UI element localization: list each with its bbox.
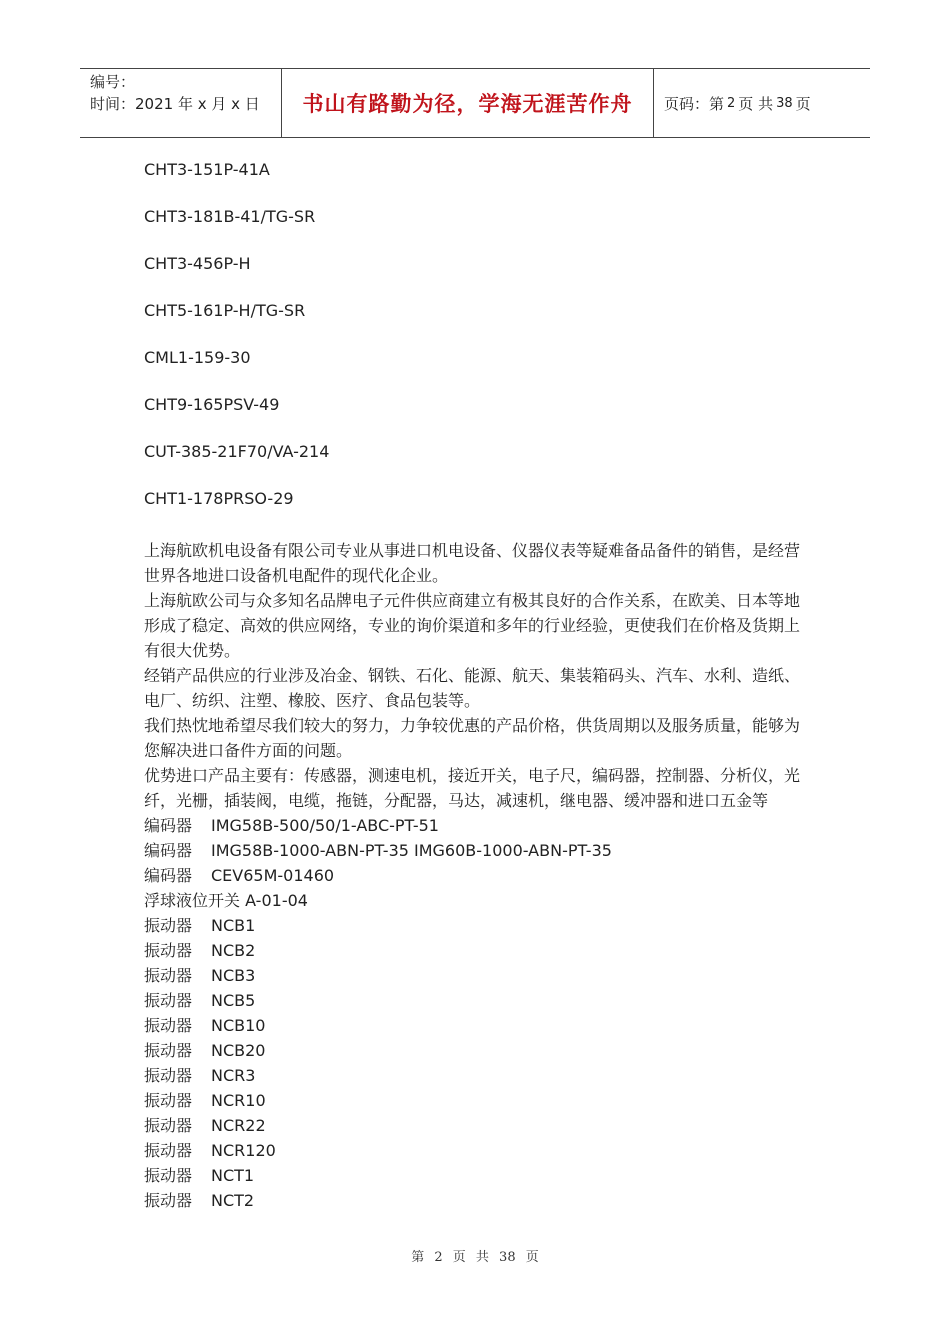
item-value: NCB20	[211, 1041, 266, 1060]
document-time: 时间：2021 年 x 月 x 日	[90, 95, 260, 113]
item-label: 编码器	[144, 866, 193, 885]
list-item	[144, 888, 809, 913]
list-item	[144, 1038, 809, 1063]
industries-paragraph: 经销产品供应的行业涉及冶金、钢铁、石化、能源、航天、集装箱码头、汽车、水利、造纸、电厂、纺织、注塑、橡胶、医疗、食品包装等。	[144, 666, 801, 710]
company-intro-paragraph: 上海航欧机电设备有限公司专业从事进口机电设备、仪器仪表等疑难备品备件的销售，是经营世界各地进口设备机电配件的现代化企业。	[144, 541, 801, 585]
page-suffix: 页	[795, 94, 811, 113]
code-list	[144, 156, 814, 532]
list-item	[144, 913, 809, 938]
item-label: 编码器	[144, 816, 193, 835]
code-item: CHT3-181B-41/TG-SR	[144, 207, 316, 226]
item-label: 编码器	[144, 841, 193, 860]
partnership-paragraph: 上海航欧公司与众多知名品牌电子元件供应商建立有极其良好的合作关系，在欧美、日本等地形成了稳定、高效的供应网络，专业的询价渠道和多年的行业经验，更使我们在价格及货期上有很大优势。	[144, 591, 801, 660]
page-mid: 页 共	[738, 94, 774, 113]
item-value: IMG58B-500/50/1-ABC-PT-51	[211, 816, 439, 835]
item-value: NCB1	[211, 916, 256, 935]
item-value: NCB5	[211, 991, 256, 1010]
item-label: 振动器	[144, 1191, 193, 1210]
item-label: 振动器	[144, 1116, 193, 1135]
code-item: CHT1-178PRSO-29	[144, 489, 294, 508]
products-paragraph: 优势进口产品主要有：传感器，测速电机，接近开关，电子尺，编码器，控制器、分析仪，光纤，光栅，插装阀，电缆，拖链，分配器，马达，减速机，继电器、缓冲器和进口五金等	[144, 766, 801, 810]
code-item: CML1-159-30	[144, 348, 251, 367]
list-item	[144, 1088, 809, 1113]
page-header	[80, 68, 870, 138]
item-label: 振动器	[144, 1141, 193, 1160]
page-number: 2	[727, 95, 736, 111]
item-value: NCB2	[211, 941, 256, 960]
list-item	[144, 938, 809, 963]
service-paragraph: 我们热忱地希望尽我们较大的努力，力争较优惠的产品价格，供货周期以及服务质量，能够为您解决进口备件方面的问题。	[144, 716, 801, 760]
code-item: CUT-385-21F70/VA-214	[144, 442, 330, 461]
item-value: NCB3	[211, 966, 256, 985]
item-label: 浮球液位开关 A-01-04	[144, 891, 308, 910]
item-value: NCB10	[211, 1016, 266, 1035]
list-item	[144, 988, 809, 1013]
list-item	[144, 1113, 809, 1138]
list-item	[144, 1138, 809, 1163]
list-item	[144, 1188, 809, 1213]
item-label: 振动器	[144, 1091, 193, 1110]
item-value: IMG58B-1000-ABN-PT-35 IMG60B-1000-ABN-PT-35	[211, 841, 612, 860]
header-meta	[80, 69, 282, 137]
item-label: 振动器	[144, 991, 193, 1010]
list-item	[144, 863, 809, 888]
item-label: 振动器	[144, 966, 193, 985]
list-item	[144, 963, 809, 988]
item-label: 振动器	[144, 916, 193, 935]
product-list	[144, 813, 809, 1213]
item-label: 振动器	[144, 1041, 193, 1060]
code-item: CHT9-165PSV-49	[144, 395, 280, 414]
header-page-info	[654, 69, 870, 137]
item-value: CEV65M-01460	[211, 866, 335, 885]
list-item	[144, 813, 809, 838]
item-label: 振动器	[144, 1166, 193, 1185]
code-item: CHT3-456P-H	[144, 254, 251, 273]
header-motto-cell	[282, 69, 654, 137]
item-value: NCR3	[211, 1066, 256, 1085]
item-value: NCR120	[211, 1141, 276, 1160]
item-value: NCR10	[211, 1091, 266, 1110]
page-total: 38	[776, 95, 793, 111]
list-item	[144, 1163, 809, 1188]
page-footer: 第 2 页 共 38 页	[411, 1250, 539, 1265]
code-item: CHT3-151P-41A	[144, 160, 270, 179]
page-prefix: 页码：第	[664, 94, 725, 113]
document-id-label: 编号：	[90, 73, 136, 91]
item-value: NCT2	[211, 1191, 255, 1210]
list-item	[144, 1013, 809, 1038]
header-motto: 书山有路勤为径，学海无涯苦作舟	[302, 91, 633, 116]
body-text	[144, 538, 809, 1213]
item-label: 振动器	[144, 1016, 193, 1035]
list-item	[144, 1063, 809, 1088]
item-label: 振动器	[144, 941, 193, 960]
code-item: CHT5-161P-H/TG-SR	[144, 301, 306, 320]
list-item	[144, 838, 809, 863]
item-value: NCT1	[211, 1166, 255, 1185]
item-value: NCR22	[211, 1116, 266, 1135]
code-list-section	[144, 156, 814, 532]
item-label: 振动器	[144, 1066, 193, 1085]
